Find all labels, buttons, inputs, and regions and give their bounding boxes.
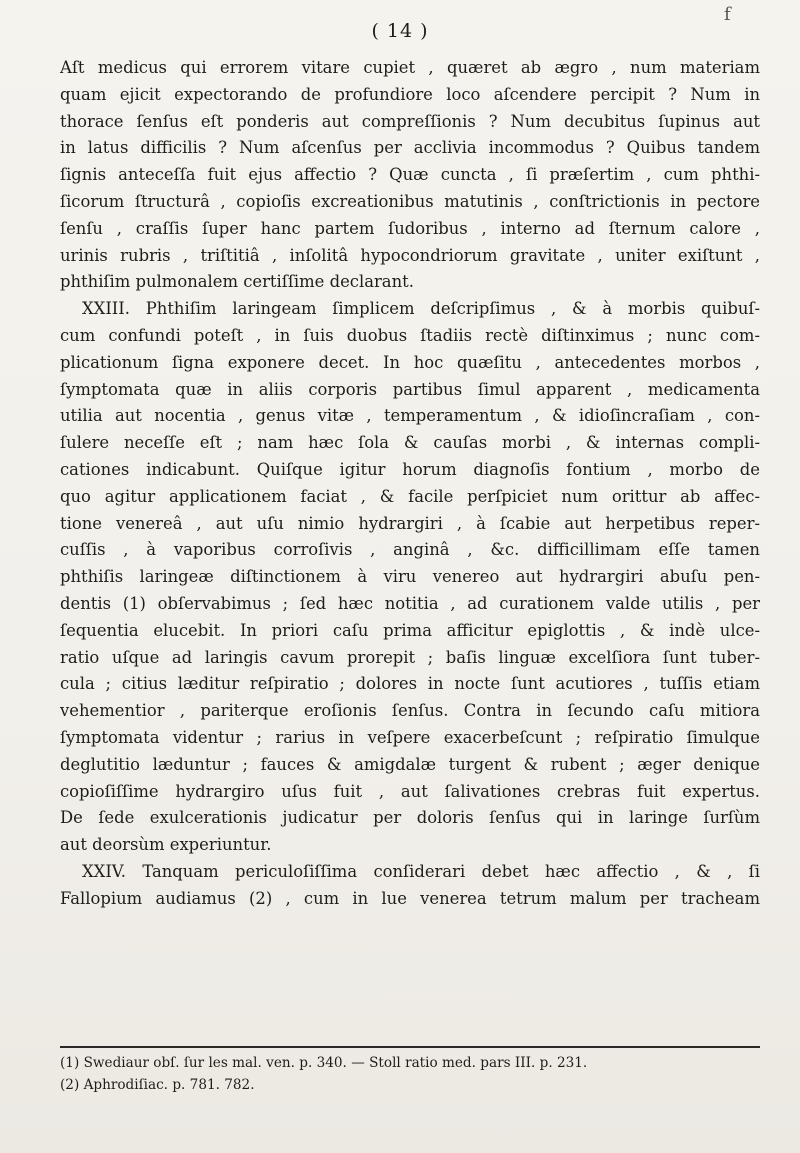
footnote-divider [60,1046,760,1048]
footnote-1: (1) Swediaur obſ. ſur les mal. ven. p. 340. — Stoll ratio med. pars III. p. 231. [60,1055,588,1071]
text-line: cula ; citius læditur reſpiratio ; dolores in nocte ſunt acutiores , tuſſis etiam [60,674,760,694]
page-number: ( 14 ) [371,20,429,42]
text-line: ſequentia elucebit. In priori caſu prima afficitur epiglottis , & indè ulce- [60,620,760,640]
text-line: Fallopium audiamus (2) , cum in lue venerea tetrum malum per tracheam [60,888,760,908]
text-line: cum confundi poteſt , in ſuis duobus ſtadiis rectè diſtinximus ; nunc com- [60,325,760,345]
text-line: cationes indicabunt. Quiſque igitur horum diagnoſis fontium , morbo de [60,459,760,479]
text-line: ſymptomata quæ in aliis corporis partibus ſimul apparent , medicamenta [60,379,760,399]
text-line: dentis (1) obſervabimus ; ſed hæc notitia , ad curationem valde utilis , per [60,593,760,613]
footnote-2: (2) Aphrodiſiac. p. 781. 782. [60,1077,255,1093]
body-text [60,55,760,913]
text-line: plicationum ſigna exponere decet. In hoc quæſitu , antecedentes morbos , [60,352,760,372]
text-line: phthiſis laringeæ diſtinctionem à viru venereo aut hydrargiri abuſu pen- [60,567,760,587]
text-line: quam ejicit expectorando de profundiore loco aſcendere percipit ? Num in [60,84,760,104]
text-line: copioſiſſime hydrargiro uſus fuit , aut ſalivationes crebras fuit expertus. [60,781,760,801]
text-line: ſenſu , craſſis ſuper hanc partem ſudoribus , interno ad ſternum calore , [60,218,760,238]
text-line: Aſt medicus qui errorem vitare cupiet , quæret ab ægro , num materiam [60,58,760,77]
text-line: quo agitur applicationem faciat , & facile perſpiciet num orittur ab affec- [60,486,760,506]
text-line: ſulere neceſſe eſt ; nam hæc ſola & cauſas morbi , & internas compli- [60,433,760,453]
text-line: vehementior , pariterque eroſionis ſenſus. Contra in ſecundo caſu mitiora [60,701,760,721]
text-line: ſymptomata videntur ; rarius in veſpere exacerbeſcunt ; reſpiratio ſimulque [60,727,760,747]
text-line: ſignis anteceſſa fuit ejus affectio ? Quæ cuncta , ſi præſertim , cum phthi- [60,165,760,185]
corner-mark: f [724,4,731,25]
text-line: in latus difficilis ? Num aſcenſus per acclivia incommodus ? Quibus tandem [60,138,760,158]
text-line: thorace ſenſus eſt ponderis aut compreſſionis ? Num decubitus ſupinus aut [60,111,760,131]
text-line: cuſſis , à vaporibus corroſivis , anginâ , &c. difficillimam eſſe tamen [60,540,760,560]
text-line: phthiſim pulmonalem certiſſime declarant. [60,272,414,292]
text-line: tione venereâ , aut uſu nimio hydrargiri , à ſcabie aut herpetibus reper- [60,513,760,533]
text-line: De ſede exulcerationis judicatur per doloris ſenſus qui in laringe ſurſùm [60,808,760,828]
section-start-xxiii: XXIII. Phthiſim laringeam ſimplicem deſcripſimus , & à morbis quibuſ- [82,299,760,319]
text-line: ratio uſque ad laringis cavum prorepit ; baſis linguæ excelſiora ſunt tuber- [60,647,760,667]
footnotes [60,1052,760,1096]
text-line: aut deorsùm experiuntur. [60,835,272,855]
text-line: deglutitio læduntur ; fauces & amigdalæ turgent & rubent ; æger denique [60,754,760,774]
text-line: ſicorum ſtructurâ , copioſis excreationibus matutinis , conſtrictionis in pectore [60,191,760,211]
text-line: utilia aut nocentia , genus vitæ , temperamentum , & idioſincraſiam , con- [60,406,760,426]
section-start-xxiv: XXIV. Tanquam periculoſiſſima conſiderari debet hæc affectio , & , ſi [82,861,760,881]
text-line: urinis rubris , triſtitiâ , inſolitâ hypocondriorum gravitate , uniter exiſtunt , [60,245,760,265]
